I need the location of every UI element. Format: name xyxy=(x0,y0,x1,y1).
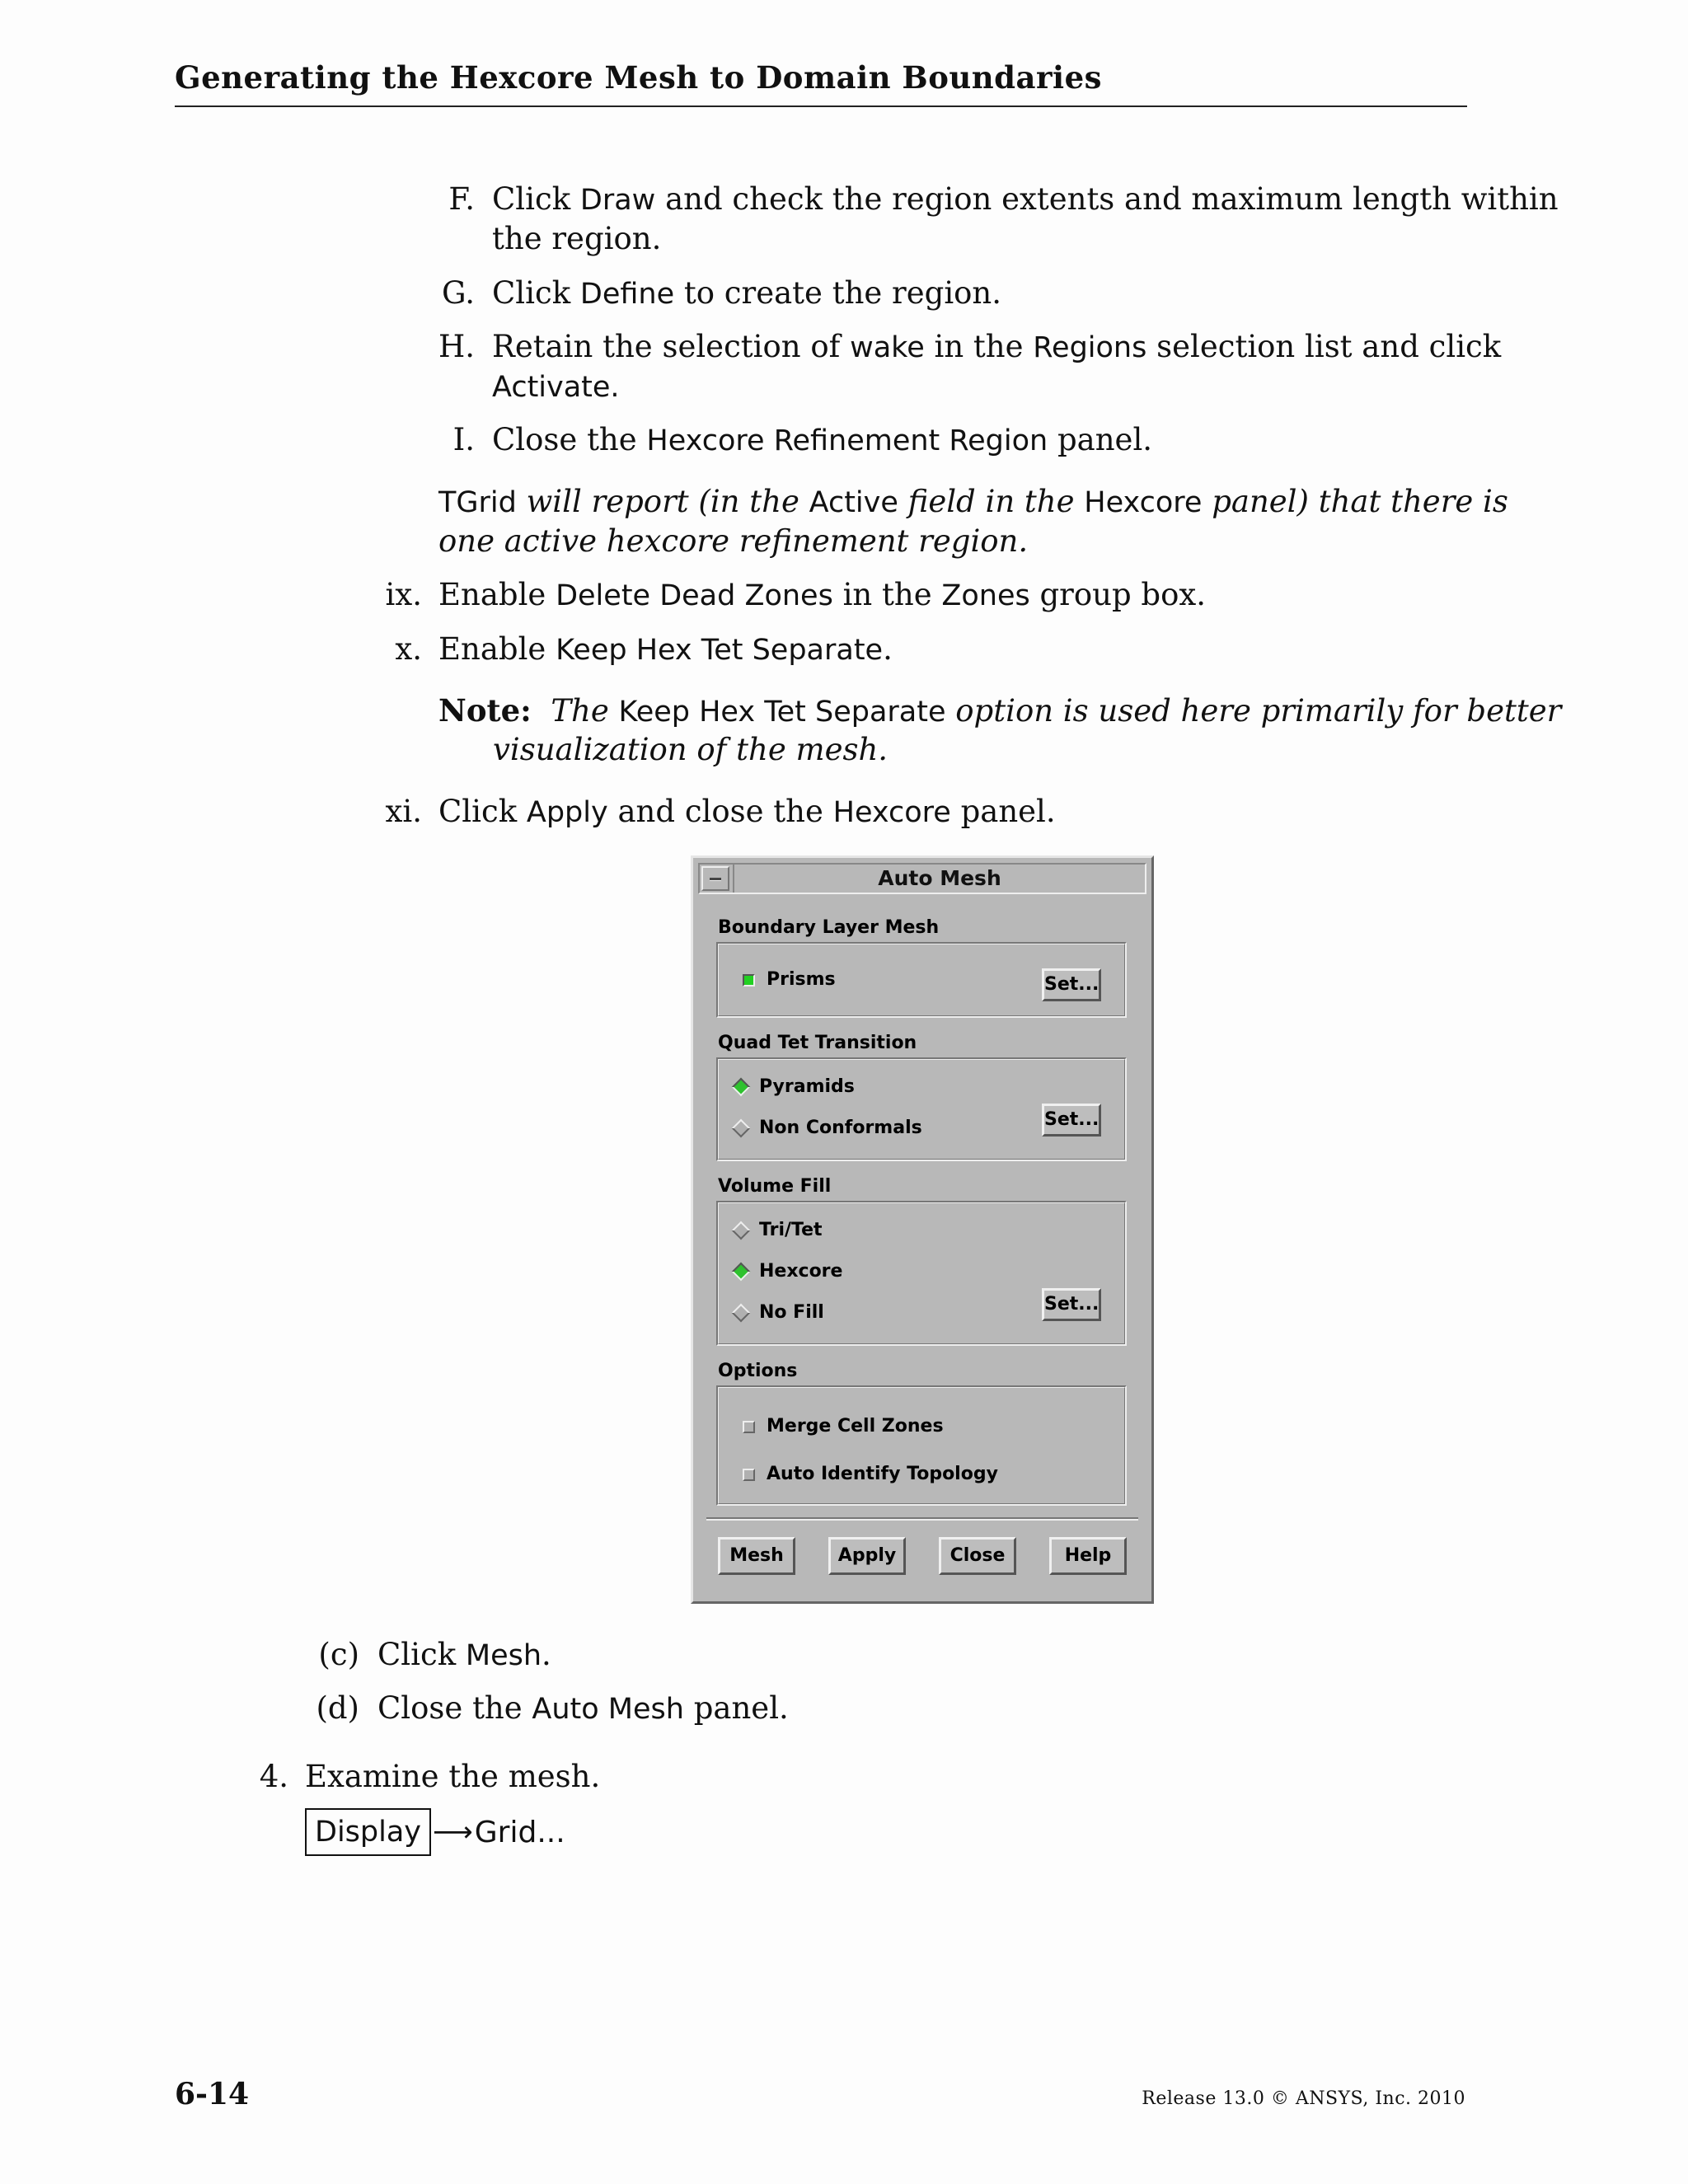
auto-identify-topology-checkbox[interactable]: Auto Identify Topology xyxy=(743,1463,998,1486)
step-d-marker: (d) xyxy=(316,1690,359,1726)
volume-fill-label: Volume Fill xyxy=(718,1176,832,1197)
hexcore-radio-indicator[interactable] xyxy=(732,1263,751,1282)
step-f-text-cont: the region. xyxy=(492,221,662,256)
boundary-layer-label: Boundary Layer Mesh xyxy=(718,917,940,938)
step-i-text: Close the Hexcore Refinement Region panel. xyxy=(492,422,1153,457)
tri-tet-radio-indicator[interactable] xyxy=(732,1221,751,1240)
non-conformals-radio[interactable]: Non Conformals xyxy=(734,1117,922,1140)
step-f-marker: F. xyxy=(448,181,475,217)
step-ix-marker: ix. xyxy=(385,577,422,612)
quad-tet-label: Quad Tet Transition xyxy=(718,1033,917,1053)
dialog-title: Auto Mesh xyxy=(733,865,1145,893)
help-button[interactable]: Help xyxy=(1049,1537,1127,1575)
step-x-marker: x. xyxy=(395,631,422,667)
step-g-marker: G. xyxy=(442,275,475,311)
merge-cell-zones-check-indicator[interactable] xyxy=(743,1421,755,1433)
step-h-text-cont: Activate. xyxy=(492,371,620,404)
step-f-text: Click Draw and check the region extents and maximum length within xyxy=(492,181,1559,217)
note-text-cont: visualization of the mesh. xyxy=(493,732,889,767)
header-rule xyxy=(175,105,1467,107)
step-ix-text: Enable Delete Dead Zones in the Zones group box. xyxy=(438,577,1206,612)
step-h-marker: H. xyxy=(438,329,475,364)
pyramids-radio[interactable]: Pyramids xyxy=(734,1076,855,1099)
non-conformals-radio-indicator[interactable] xyxy=(732,1119,751,1138)
page-number: 6-14 xyxy=(175,2077,250,2111)
step-xi-marker: xi. xyxy=(385,794,422,829)
boundary-layer-set-button[interactable]: Set... xyxy=(1042,968,1101,1001)
volume-fill-set-button[interactable]: Set... xyxy=(1042,1288,1101,1321)
menu-arrow: ⟶ xyxy=(433,1816,473,1849)
options-group xyxy=(716,1385,1127,1506)
release-footer: Release 13.0 © ANSYS, Inc. 2010 xyxy=(1142,2088,1465,2109)
dialog-titlebar xyxy=(698,863,1146,894)
dialog-separator xyxy=(706,1517,1138,1521)
apply-button[interactable]: Apply xyxy=(828,1537,906,1575)
pyramids-radio-indicator[interactable] xyxy=(732,1078,751,1097)
step-xi-text: Click Apply and close the Hexcore panel. xyxy=(438,794,1056,829)
step-i-marker: I. xyxy=(452,422,475,457)
no-fill-radio[interactable]: No Fill xyxy=(734,1301,824,1324)
step-h-text: Retain the selection of wake in the Regions selection list and click xyxy=(492,329,1502,364)
report-text-cont: one active hexcore refinement region. xyxy=(438,523,1029,559)
step-c-text: Click Mesh. xyxy=(377,1637,551,1672)
auto-mesh-dialog xyxy=(691,855,1154,1604)
options-label: Options xyxy=(718,1361,798,1381)
step-g-text: Click Define to create the region. xyxy=(492,275,1002,311)
prisms-checkbox[interactable]: Prisms xyxy=(743,968,836,991)
prisms-check-indicator[interactable] xyxy=(743,974,755,987)
mesh-button[interactable]: Mesh xyxy=(718,1537,795,1575)
step-c-marker: (c) xyxy=(318,1637,359,1672)
draw-ui-ref: Draw xyxy=(579,184,656,217)
quad-tet-set-button[interactable]: Set... xyxy=(1042,1104,1101,1137)
merge-cell-zones-checkbox[interactable]: Merge Cell Zones xyxy=(743,1415,944,1438)
window-menu-button[interactable] xyxy=(701,866,729,891)
display-menu-ref: Display xyxy=(305,1808,431,1856)
auto-identify-topology-check-indicator[interactable] xyxy=(743,1469,755,1481)
menu-path xyxy=(305,1808,565,1856)
tri-tet-radio[interactable]: Tri/Tet xyxy=(734,1219,823,1242)
no-fill-radio-indicator[interactable] xyxy=(732,1304,751,1323)
step-x-text: Enable Keep Hex Tet Separate. xyxy=(438,631,893,667)
step-4-text: Examine the mesh. xyxy=(305,1759,601,1794)
note-text: Note: The Keep Hex Tet Separate option is used here primarily for better xyxy=(438,692,1562,729)
close-button[interactable]: Close xyxy=(939,1537,1016,1575)
step-4-marker: 4. xyxy=(259,1759,288,1794)
note-label: Note: xyxy=(438,692,532,729)
running-header: Generating the Hexcore Mesh to Domain Boundaries xyxy=(175,59,1102,96)
report-text: TGrid will report (in the Active field in the Hexcore panel) that there is xyxy=(438,484,1508,519)
define-ui-ref: Define xyxy=(579,278,675,311)
step-d-text: Close the Auto Mesh panel. xyxy=(377,1690,789,1726)
hexcore-radio[interactable]: Hexcore xyxy=(734,1260,842,1283)
grid-menu-item-ref: Grid... xyxy=(474,1815,565,1849)
